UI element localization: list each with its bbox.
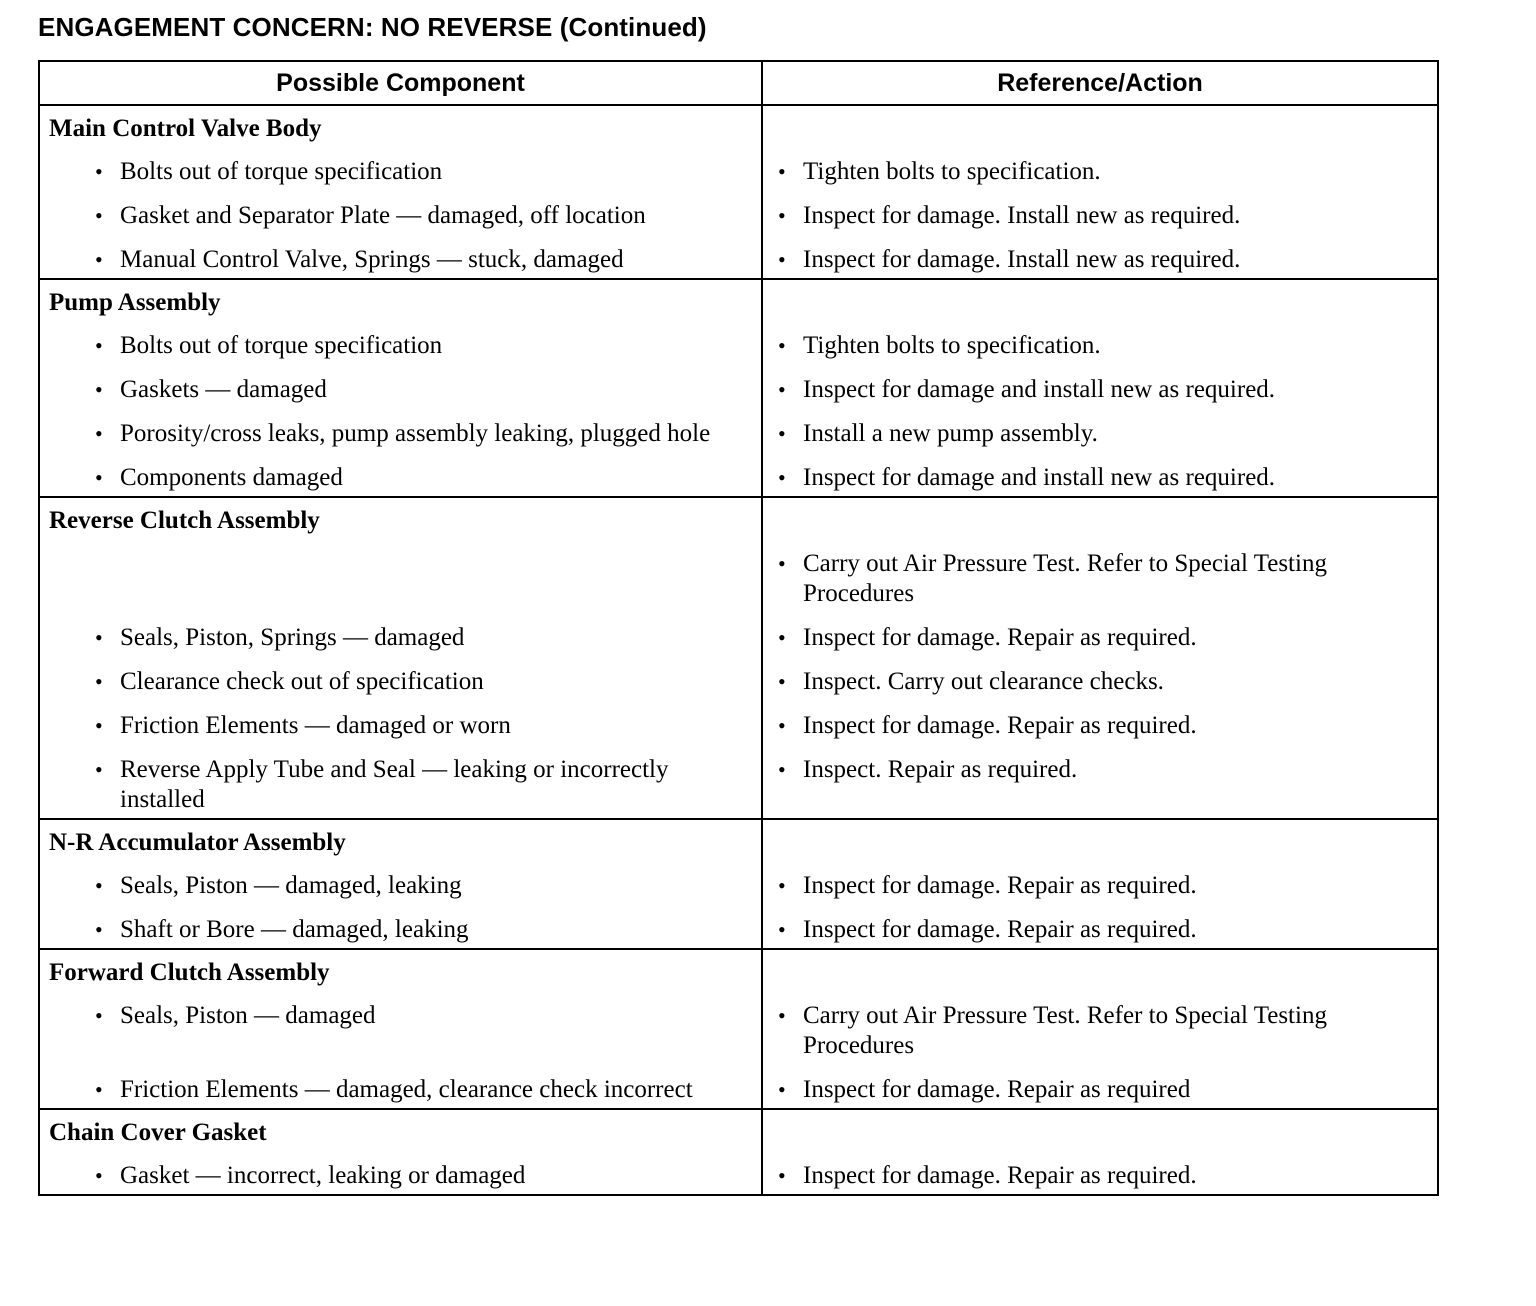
bullet-icon: •: [95, 203, 103, 228]
component-cell: [39, 660, 762, 704]
page-title: ENGAGEMENT CONCERN: NO REVERSE (Continued): [38, 12, 707, 42]
bullet-item: [40, 915, 761, 945]
bullet-icon: •: [95, 159, 103, 184]
group-header-cell: [39, 1109, 762, 1154]
component-text: Gasket and Separator Plate — damaged, off location: [120, 202, 646, 229]
component-cell: [39, 542, 762, 616]
action-text: Inspect. Repair as required.: [803, 756, 1078, 783]
group-header-cell: [39, 949, 762, 994]
bullet-icon: •: [95, 1077, 103, 1102]
action-cell: [762, 748, 1438, 819]
bullet-item: [40, 463, 761, 493]
bullet-item: [40, 1161, 761, 1191]
action-cell: [762, 324, 1438, 368]
bullet-icon: •: [778, 1163, 786, 1188]
action-text: Inspect for damage. Install new as required.: [803, 246, 1241, 273]
component-cell: [39, 908, 762, 949]
component-text: Friction Elements — damaged, clearance check incorrect: [120, 1076, 693, 1103]
bullet-icon: •: [95, 465, 103, 490]
group-header-cell: [39, 105, 762, 150]
table-row: [39, 704, 1438, 748]
component-text: Seals, Piston — damaged, leaking: [120, 872, 462, 899]
table-row: [39, 908, 1438, 949]
bullet-icon: •: [95, 625, 103, 650]
component-text: Manual Control Valve, Springs — stuck, damaged: [120, 246, 624, 273]
table-row: [39, 150, 1438, 194]
group-name: N-R Accumulator Assembly: [49, 829, 346, 856]
bullet-icon: •: [778, 551, 786, 576]
action-cell: [762, 412, 1438, 456]
component-text: Gaskets — damaged: [120, 376, 327, 403]
component-cell: [39, 412, 762, 456]
bullet-icon: •: [95, 1163, 103, 1188]
bullet-icon: •: [778, 465, 786, 490]
group-name: Main Control Valve Body: [49, 115, 322, 142]
bullet-item: [763, 549, 1437, 609]
bullet-item: [763, 1001, 1437, 1061]
group-name: Pump Assembly: [49, 289, 221, 316]
group-header-action-cell: [762, 279, 1438, 324]
bullet-item: [763, 711, 1437, 741]
bullet-item: [40, 201, 761, 231]
bullet-item: [40, 711, 761, 741]
component-cell: [39, 704, 762, 748]
diagnosis-table: [38, 60, 1439, 1196]
action-cell: [762, 994, 1438, 1068]
bullet-icon: •: [778, 873, 786, 898]
action-text: Inspect for damage and install new as required.: [803, 464, 1276, 491]
bullet-item: [40, 331, 761, 361]
bullet-icon: •: [95, 377, 103, 402]
component-text: Clearance check out of specification: [120, 668, 484, 695]
component-text: Shaft or Bore — damaged, leaking: [120, 916, 469, 943]
group-header-row: [39, 279, 1438, 324]
component-text: Bolts out of torque specification: [120, 332, 443, 359]
table-row: [39, 324, 1438, 368]
bullet-item: [40, 623, 761, 653]
group-header-row: [39, 949, 1438, 994]
table-row: [39, 660, 1438, 704]
bullet-icon: •: [95, 247, 103, 272]
component-text: Friction Elements — damaged or worn: [120, 712, 511, 739]
component-cell: [39, 864, 762, 908]
component-text: Bolts out of torque specification: [120, 158, 443, 185]
component-cell: [39, 1068, 762, 1109]
table-body: [39, 105, 1438, 1195]
table-header-row: [39, 61, 1438, 105]
component-text: Gasket — incorrect, leaking or damaged: [120, 1162, 526, 1189]
column-header-component: Possible Component: [39, 61, 762, 105]
bullet-item: [763, 667, 1437, 697]
component-cell: [39, 194, 762, 238]
component-cell: [39, 456, 762, 497]
action-text: Carry out Air Pressure Test. Refer to Special Testing Procedures: [803, 550, 1327, 607]
bullet-item: [763, 871, 1437, 901]
component-cell: [39, 1154, 762, 1195]
action-text: Install a new pump assembly.: [803, 420, 1098, 447]
component-cell: [39, 324, 762, 368]
component-cell: [39, 368, 762, 412]
action-text: Inspect for damage. Repair as required.: [803, 872, 1197, 899]
action-text: Inspect. Carry out clearance checks.: [803, 668, 1164, 695]
bullet-item: [763, 1161, 1437, 1191]
component-cell: [39, 994, 762, 1068]
bullet-icon: •: [778, 1003, 786, 1028]
action-text: Inspect for damage. Repair as required.: [803, 624, 1197, 651]
bullet-icon: •: [778, 377, 786, 402]
component-text: Seals, Piston — damaged: [120, 1002, 376, 1029]
table-row: [39, 238, 1438, 279]
group-header-action-cell: [762, 1109, 1438, 1154]
bullet-icon: •: [778, 247, 786, 272]
bullet-icon: •: [95, 1003, 103, 1028]
component-text: Reverse Apply Tube and Seal — leaking or incorrectly installed: [120, 756, 669, 813]
table-row: [39, 1068, 1438, 1109]
table-row: [39, 1154, 1438, 1195]
bullet-icon: •: [95, 757, 103, 782]
group-name: Chain Cover Gasket: [49, 1119, 267, 1146]
bullet-icon: •: [778, 333, 786, 358]
action-cell: [762, 1068, 1438, 1109]
bullet-item: [763, 157, 1437, 187]
bullet-item: [40, 375, 761, 405]
component-text: Porosity/cross leaks, pump assembly leaking, plugged hole: [120, 420, 711, 447]
action-text: Inspect for damage. Repair as required.: [803, 916, 1197, 943]
bullet-icon: •: [778, 421, 786, 446]
bullet-item: [763, 1075, 1437, 1105]
component-cell: [39, 616, 762, 660]
bullet-icon: •: [95, 333, 103, 358]
action-cell: [762, 616, 1438, 660]
action-text: Inspect for damage. Repair as required.: [803, 712, 1197, 739]
bullet-item: [763, 755, 1437, 785]
bullet-item: [40, 245, 761, 275]
group-header-row: [39, 105, 1438, 150]
bullet-icon: •: [778, 713, 786, 738]
group-header-cell: [39, 819, 762, 864]
action-text: Inspect for damage. Install new as required.: [803, 202, 1241, 229]
action-text: Tighten bolts to specification.: [803, 332, 1101, 359]
component-cell: [39, 150, 762, 194]
bullet-icon: •: [778, 625, 786, 650]
bullet-item: [40, 1075, 761, 1105]
action-cell: [762, 660, 1438, 704]
group-header-action-cell: [762, 497, 1438, 542]
bullet-icon: •: [95, 669, 103, 694]
action-text: Inspect for damage and install new as required.: [803, 376, 1276, 403]
group-header-action-cell: [762, 105, 1438, 150]
bullet-item: [40, 755, 761, 815]
bullet-item: [763, 419, 1437, 449]
bullet-item: [763, 375, 1437, 405]
bullet-item: [763, 331, 1437, 361]
table-row: [39, 748, 1438, 819]
bullet-item: [763, 463, 1437, 493]
action-text: Carry out Air Pressure Test. Refer to Special Testing Procedures: [803, 1002, 1327, 1059]
action-cell: [762, 150, 1438, 194]
bullet-item: [763, 915, 1437, 945]
group-name: Reverse Clutch Assembly: [49, 507, 320, 534]
group-header-action-cell: [762, 819, 1438, 864]
component-text: Components damaged: [120, 464, 343, 491]
column-header-action: Reference/Action: [762, 61, 1438, 105]
action-text: Inspect for damage. Repair as required.: [803, 1162, 1197, 1189]
group-header-row: [39, 819, 1438, 864]
bullet-icon: •: [778, 917, 786, 942]
bullet-icon: •: [778, 203, 786, 228]
action-cell: [762, 908, 1438, 949]
action-cell: [762, 368, 1438, 412]
bullet-item: [40, 419, 761, 449]
bullet-icon: •: [95, 873, 103, 898]
bullet-item: [763, 245, 1437, 275]
bullet-item: [40, 667, 761, 697]
action-cell: [762, 456, 1438, 497]
table-row: [39, 368, 1438, 412]
bullet-item: [40, 157, 761, 187]
bullet-icon: •: [778, 757, 786, 782]
action-cell: [762, 704, 1438, 748]
bullet-icon: •: [778, 1077, 786, 1102]
group-header-action-cell: [762, 949, 1438, 994]
group-name: Forward Clutch Assembly: [49, 959, 330, 986]
component-text: Seals, Piston, Springs — damaged: [120, 624, 465, 651]
group-header-row: [39, 1109, 1438, 1154]
action-text: Tighten bolts to specification.: [803, 158, 1101, 185]
bullet-icon: •: [778, 669, 786, 694]
action-cell: [762, 1154, 1438, 1195]
table-row: [39, 194, 1438, 238]
bullet-icon: •: [95, 713, 103, 738]
table-row: [39, 542, 1438, 616]
group-header-cell: [39, 279, 762, 324]
action-text: Inspect for damage. Repair as required: [803, 1076, 1191, 1103]
bullet-item: [40, 1001, 761, 1031]
table-row: [39, 616, 1438, 660]
action-cell: [762, 194, 1438, 238]
bullet-item: [763, 201, 1437, 231]
component-cell: [39, 748, 762, 819]
action-cell: [762, 864, 1438, 908]
table-row: [39, 412, 1438, 456]
component-cell: [39, 238, 762, 279]
action-cell: [762, 238, 1438, 279]
group-header-cell: [39, 497, 762, 542]
bullet-icon: •: [95, 421, 103, 446]
group-header-row: [39, 497, 1438, 542]
table-row: [39, 864, 1438, 908]
table-row: [39, 456, 1438, 497]
bullet-item: [40, 871, 761, 901]
action-cell: [762, 542, 1438, 616]
bullet-icon: •: [95, 917, 103, 942]
table-row: [39, 994, 1438, 1068]
bullet-item: [763, 623, 1437, 653]
bullet-icon: •: [778, 159, 786, 184]
